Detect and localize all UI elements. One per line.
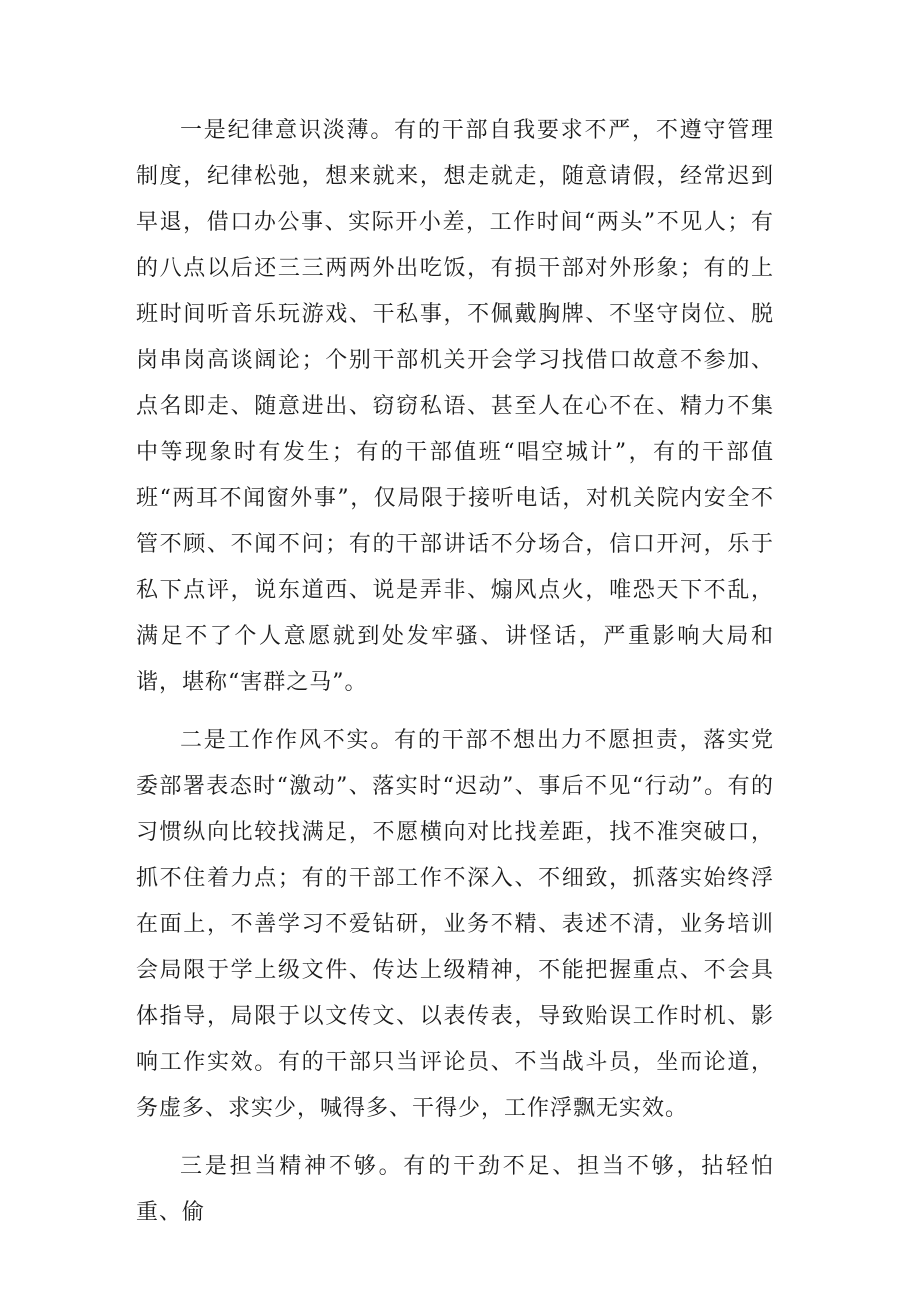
paragraph-discipline: 一是纪律意识淡薄。有的干部自我要求不严，不遵守管理制度，纪律松弛，想来就来，想走就走，随意请假，经常迟到早退，借口办公事、实际开小差，工作时间“两头”不见人；有的八点以后还三三两两外出吃饭，有损干部对外形象；有的上班时间听音乐玩游戏、干私事，不佩戴胸牌、不坚守岗位、脱岗串岗高谈阔论；个别干部机关开会学习找借口故意不参加、点名即走、随意进出、窃窃私语、甚至人在心不在、精力不集中等现象时有发生；有的干部值班“唱空城计”，有的干部值班“两耳不闻窗外事”，仅局限于接听电话，对机关院内安全不管不顾、不闻不问；有的干部讲话不分场合，信口开河，乐于私下点评，说东道西、说是弄非、煽风点火，唯恐天下不乱，满足不了个人意愿就到处发牢骚、讲怪话，严重影响大局和谐，堪称“害群之马”。: [136, 118, 774, 695]
paragraph-work-style: 二是工作作风不实。有的干部不想出力不愿担责，落实党委部署表态时“激动”、落实时“迟动”、事后不见“行动”。有的习惯纵向比较找满足，不愿横向对比找差距，找不准突破口，抓不住着力点；有的干部工作不深入、不细致，抓落实始终浮在面上，不善学习不爱钻研，业务不精、表述不清，业务培训会局限于学上级文件、传达上级精神，不能把握重点、不会具体指导，局限于以文传文、以表传表，导致贻误工作时机、影响工作实效。有的干部只当评论员、不当战斗员，坐而论道，务虚多、求实少，喊得多、干得少，工作浮飘无实效。: [136, 728, 774, 1121]
document-body: [136, 108, 774, 1236]
paragraph-responsibility: 三是担当精神不够。有的干劲不足、担当不够，拈轻怕重、偷: [136, 1154, 774, 1225]
